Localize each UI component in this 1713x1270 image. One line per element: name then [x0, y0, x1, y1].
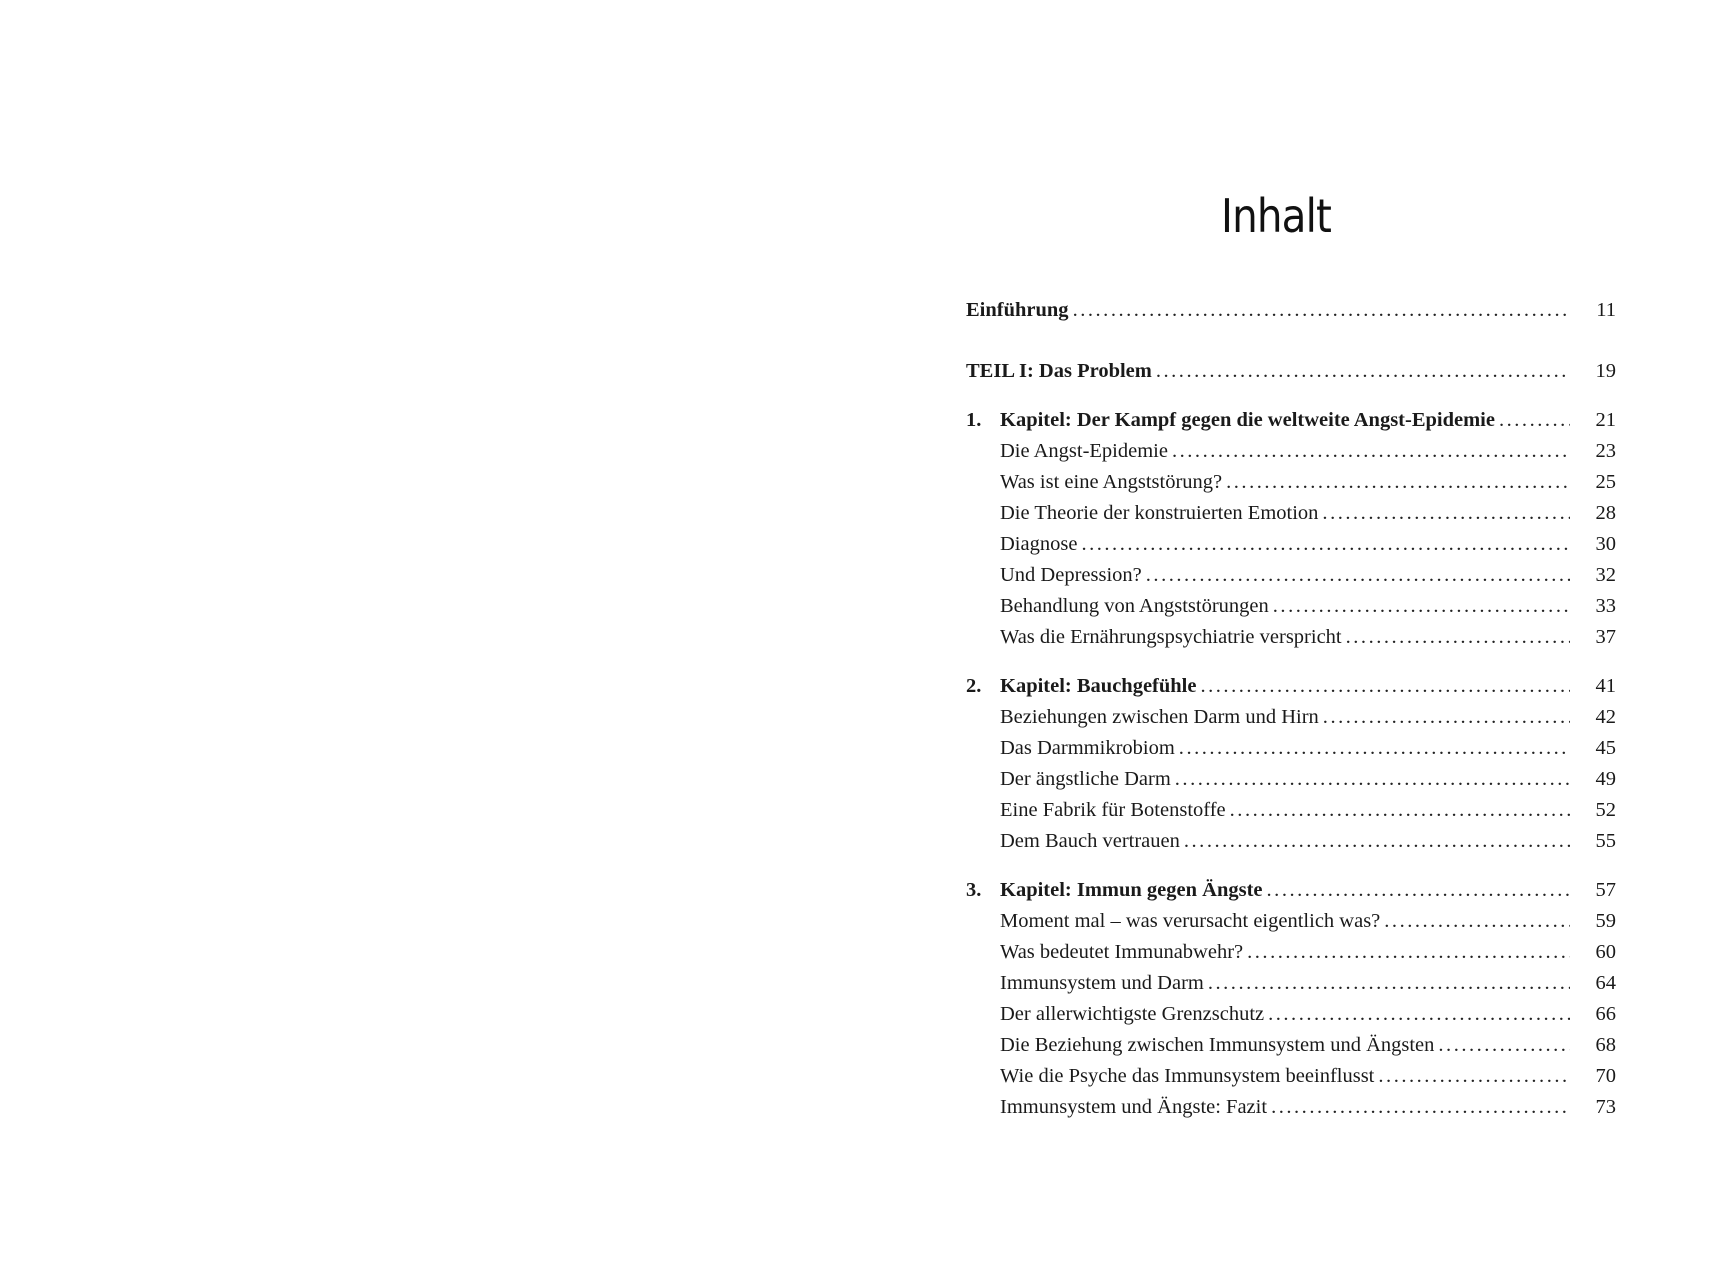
toc-chapter-1 [966, 405, 1616, 436]
toc-page-number: 21 [1595, 409, 1616, 431]
toc-entry-label: Immunsystem und Ängste: Fazit [1000, 1096, 1268, 1118]
dot-leader [1346, 622, 1570, 653]
toc-page-number: 23 [1595, 440, 1616, 462]
toc-section [966, 498, 1616, 529]
toc-page-number: 73 [1595, 1096, 1616, 1118]
toc-entry-label: Und Depression? [1000, 564, 1142, 586]
toc-entry-label: Die Angst-Epidemie [1000, 440, 1168, 462]
toc-section [966, 937, 1616, 968]
page-title: Inhalt [1221, 188, 1331, 243]
toc-entry-label: Immunsystem und Darm [1000, 972, 1204, 994]
dot-leader [1184, 826, 1570, 857]
toc-entry-label: Der ängstliche Darm [1000, 768, 1171, 790]
chapter-number: 1. [966, 409, 982, 431]
dot-leader [1226, 467, 1570, 498]
toc-section [966, 1061, 1616, 1092]
dot-leader [1179, 733, 1570, 764]
toc-page-number: 52 [1595, 799, 1616, 821]
toc-page-number: 28 [1595, 502, 1616, 524]
toc-page-number: 64 [1595, 972, 1616, 994]
toc-page-number: 42 [1595, 706, 1616, 728]
toc-page-number: 33 [1595, 595, 1616, 617]
dot-leader [1267, 875, 1570, 906]
toc-section [966, 702, 1616, 733]
toc-entry-intro [966, 295, 1616, 326]
toc-page-number: 49 [1595, 768, 1616, 790]
toc-section [966, 529, 1616, 560]
toc-page-number: 30 [1595, 533, 1616, 555]
toc-section [966, 764, 1616, 795]
toc-entry-label: TEIL I: Das Problem [966, 360, 1152, 382]
toc-page-number: 11 [1596, 299, 1616, 321]
dot-leader [1384, 906, 1570, 937]
toc-section [966, 968, 1616, 999]
table-of-contents [966, 295, 1616, 1123]
toc-entry-label: Was bedeutet Immunabwehr? [1000, 941, 1244, 963]
toc-entry-label: Eine Fabrik für Botenstoffe [1000, 799, 1226, 821]
toc-entry-label: Moment mal – was verursacht eigentlich was? [1000, 910, 1381, 932]
toc-entry-label: Diagnose [1000, 533, 1078, 555]
toc-section [966, 826, 1616, 857]
toc-page-number: 41 [1595, 675, 1616, 697]
toc-entry-label: Beziehungen zwischen Darm und Hirn [1000, 706, 1319, 728]
toc-page-number: 55 [1595, 830, 1616, 852]
toc-section [966, 795, 1616, 826]
dot-leader [1247, 937, 1570, 968]
toc-page-number: 60 [1595, 941, 1616, 963]
toc-chapter-2 [966, 671, 1616, 702]
toc-entry-label: Dem Bauch vertrauen [1000, 830, 1180, 852]
toc-section [966, 906, 1616, 937]
toc-page-number: 68 [1595, 1034, 1616, 1056]
toc-section [966, 999, 1616, 1030]
toc-section [966, 591, 1616, 622]
toc-page-number: 25 [1595, 471, 1616, 493]
dot-leader [1146, 560, 1570, 591]
toc-section [966, 1030, 1616, 1061]
toc-page-number: 45 [1595, 737, 1616, 759]
toc-section [966, 467, 1616, 498]
dot-leader [1208, 968, 1570, 999]
dot-leader [1268, 999, 1570, 1030]
toc-entry-label: Die Theorie der konstruierten Emotion [1000, 502, 1319, 524]
dot-leader [1499, 405, 1570, 436]
toc-page-number: 66 [1595, 1003, 1616, 1025]
toc-entry-label: Der allerwichtigste Grenzschutz [1000, 1003, 1265, 1025]
dot-leader [1273, 591, 1570, 622]
dot-leader [1081, 529, 1570, 560]
toc-page-number: 70 [1595, 1065, 1616, 1087]
dot-leader [1323, 702, 1570, 733]
dot-leader [1073, 295, 1570, 326]
toc-page-number: 32 [1595, 564, 1616, 586]
dot-leader [1438, 1030, 1570, 1061]
toc-section [966, 1092, 1616, 1123]
dot-leader [1200, 671, 1570, 702]
toc-entry-label: Was ist eine Angststörung? [1000, 471, 1223, 493]
toc-entry-label: Was die Ernährungspsychiatrie verspricht [1000, 626, 1342, 648]
dot-leader [1156, 356, 1570, 387]
toc-section [966, 436, 1616, 467]
toc-entry-label: Die Beziehung zwischen Immunsystem und Ängsten [1000, 1034, 1435, 1056]
toc-section [966, 733, 1616, 764]
dot-leader [1271, 1092, 1570, 1123]
toc-chapter-3 [966, 875, 1616, 906]
toc-entry-part1 [966, 356, 1616, 387]
dot-leader [1172, 436, 1570, 467]
toc-page-number: 59 [1595, 910, 1616, 932]
toc-entry-label: Einführung [966, 299, 1069, 321]
toc-page-number: 37 [1595, 626, 1616, 648]
toc-page-number: 57 [1595, 879, 1616, 901]
toc-entry-label: Kapitel: Immun gegen Ängste [1000, 879, 1263, 901]
toc-section [966, 560, 1616, 591]
dot-leader [1175, 764, 1570, 795]
toc-page-number: 19 [1595, 360, 1616, 382]
dot-leader [1230, 795, 1570, 826]
dot-leader [1378, 1061, 1570, 1092]
toc-entry-label: Wie die Psyche das Immunsystem beeinflusst [1000, 1065, 1375, 1087]
toc-entry-label: Kapitel: Der Kampf gegen die weltweite Angst-Epidemie [1000, 409, 1495, 431]
right-page [966, 0, 1616, 1270]
toc-entry-label: Behandlung von Angststörungen [1000, 595, 1269, 617]
toc-entry-label: Kapitel: Bauchgefühle [1000, 675, 1197, 697]
toc-section [966, 622, 1616, 653]
chapter-number: 3. [966, 879, 982, 901]
toc-entry-label: Das Darmmikrobiom [1000, 737, 1175, 759]
chapter-number: 2. [966, 675, 982, 697]
dot-leader [1322, 498, 1570, 529]
